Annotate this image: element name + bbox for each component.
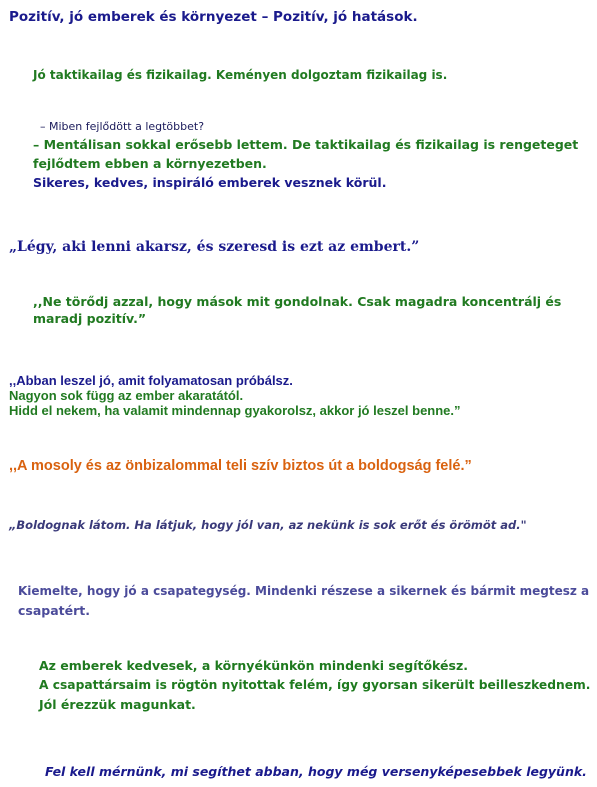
quote-practice-line-3: Hidd el nekem, ha valamit mindennap gyakorolsz, akkor jó leszel benne.” — [9, 403, 461, 418]
interview-answer-line-3: Sikeres, kedves, inspiráló emberek vesznek körül. — [33, 175, 387, 190]
team-unity-line-2: csapatért. — [18, 603, 91, 618]
quote-practice-line-2: Nagyon sok függ az ember akaratától. — [9, 388, 244, 403]
people-kind-line-2: A csapattársaim is rögtön nyitottak felém, így gyorsan sikerült beilleszkednem. — [39, 678, 591, 692]
closing-statement: Fel kell mérnünk, mi segíthet abban, hogy még versenyképesebbek legyünk. — [45, 764, 587, 779]
quote-smile: ,,A mosoly és az önbizalommal teli szív biztos út a boldogság felé.” — [9, 458, 472, 474]
interview-answer-line-2: fejlődtem ebben a környezetben. — [33, 156, 267, 171]
people-kind-line-1: Az emberek kedvesek, a környékünkön mindenki segítőkész. — [39, 658, 468, 673]
quote-dont-care-line-1: ,,Ne törődj azzal, hogy mások mit gondolnak. Csak magadra koncentrálj és — [33, 294, 562, 309]
intro-paragraph: Jó taktikailag és fizikailag. Keményen dolgoztam fizikailag is. — [33, 68, 448, 82]
quote-happy: „Boldognak látom. Ha látjuk, hogy jól van, az nekünk is sok erőt és örömöt ad." — [9, 518, 527, 532]
interview-question: – Miben fejlődött a legtöbbet? — [40, 120, 205, 133]
interview-answer-line-1: – Mentálisan sokkal erősebb lettem. De taktikailag és fizikailag is rengeteget — [33, 137, 579, 152]
quote-be-who-you-want: „Légy, aki lenni akarsz, és szeresd is ezt az embert.” — [9, 239, 420, 255]
quote-dont-care-line-2: maradj pozitív.” — [33, 311, 147, 326]
page-title: Pozitív, jó emberek és környezet – Pozitív, jó hatások. — [9, 9, 418, 25]
quote-practice-line-1: ,,Abban leszel jó, amit folyamatosan próbálsz. — [9, 373, 293, 388]
team-unity-line-1: Kiemelte, hogy jó a csapategység. Mindenki részese a sikernek és bármit megtesz a — [18, 584, 590, 598]
people-kind-line-3: Jól érezzük magunkat. — [39, 697, 196, 712]
